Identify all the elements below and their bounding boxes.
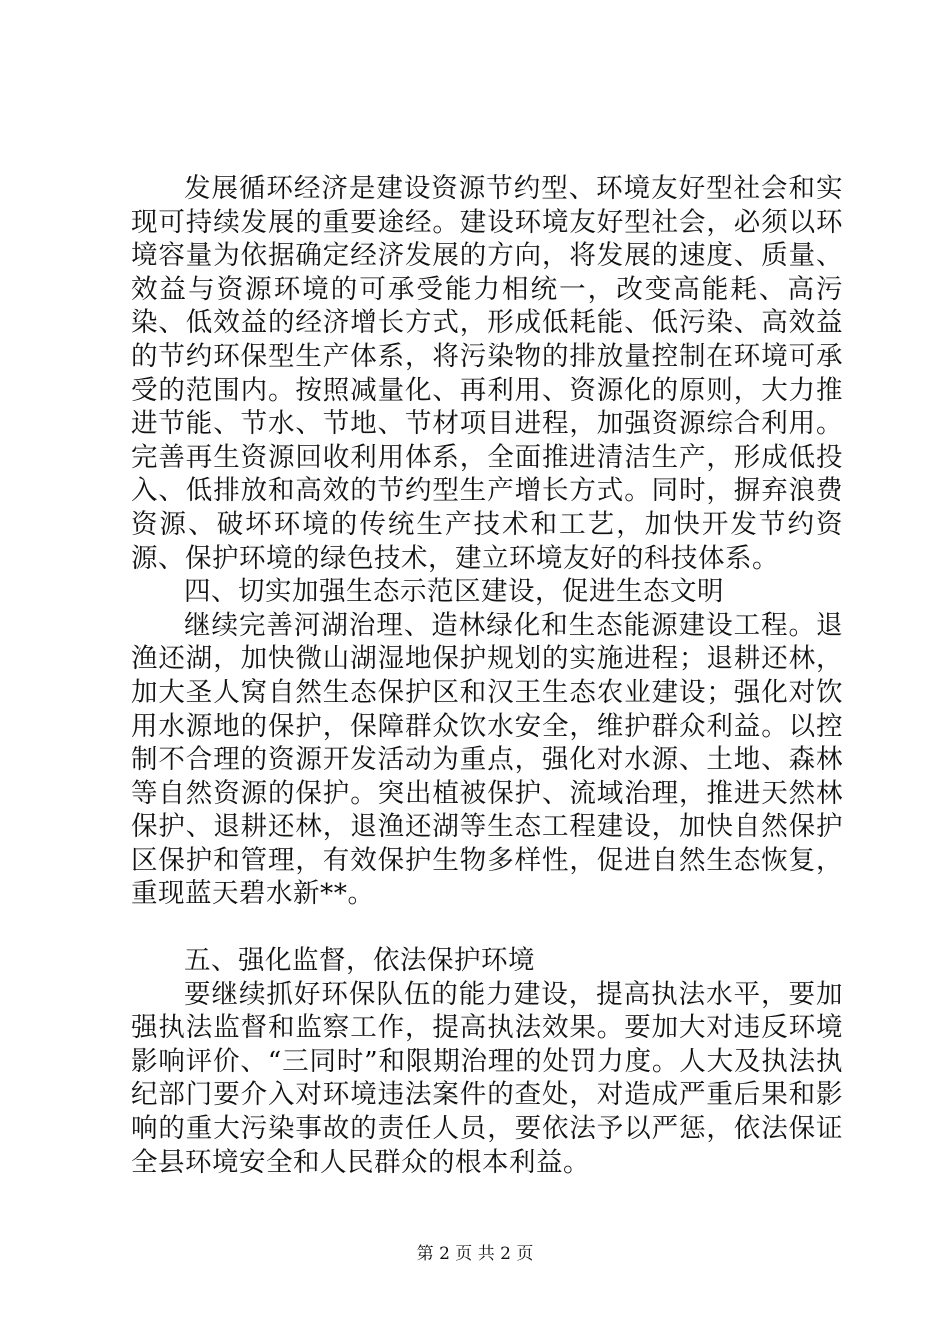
paragraph-enforcement: 要继续抓好环保队伍的能力建设，提高执法水平，要加强执法监督和监察工作，提高执法效果。要加大对违反环境影响评价、“三同时”和限期治理的处罚力度。人大及执法执纪部门要介入对环境违法案件的查处，对造成严重后果和影响的重大污染事故的责任人员，要依法予以严惩，依法保证全县环境安全和人民群众的根本利益。 — [131, 978, 843, 1178]
page-footer: 第 2 页 共 2 页 — [416, 1244, 534, 1264]
document-body — [131, 172, 843, 1179]
paragraph-spacer — [131, 911, 843, 944]
section-heading-eco-demo: 四、切实加强生态示范区建设，促进生态文明 — [184, 576, 724, 608]
section-heading-supervision: 五、强化监督，依法保护环境 — [184, 945, 535, 977]
paragraph-circular-economy: 发展循环经济是建设资源节约型、环境友好型社会和实现可持续发展的重要途经。建设环境友好型社会，必须以环境容量为依据确定经济发展的方向，将发展的速度、质量、效益与资源环境的可承受能力相统一，改变高能耗、高污染、低效益的经济增长方式，形成低耗能、低污染、高效益的节约环保型生产体系，将污染物的排放量控制在环境可承受的范围内。按照减量化、再利用、资源化的原则，大力推进节能、节水、节地、节材项目进程，加强资源综合利用。完善再生资源回收利用体系，全面推进清洁生产，形成低投入、低排放和高效的节约型生产增长方式。同时，摒弃浪费资源、破坏环境的传统生产技术和工艺，加快开发节约资源、保护环境的绿色技术，建立环境友好的科技体系。 — [131, 173, 843, 574]
paragraph-eco-construction: 继续完善河湖治理、造林绿化和生态能源建设工程。退渔还湖，加快微山湖湿地保护规划的实施进程；退耕还林，加大圣人窝自然生态保护区和汉王生态农业建设；强化对饮用水源地的保护，保障群众饮水安全，维护群众利益。以控制不合理的资源开发活动为重点，强化对水源、土地、森林等自然资源的保护。突出植被保护、流域治理，推进天然林保护、退耕还林，退渔还湖等生态工程建设，加快自然保护区保护和管理，有效保护生物多样性，促进自然生态恢复，重现蓝天碧水新**。 — [131, 609, 843, 910]
